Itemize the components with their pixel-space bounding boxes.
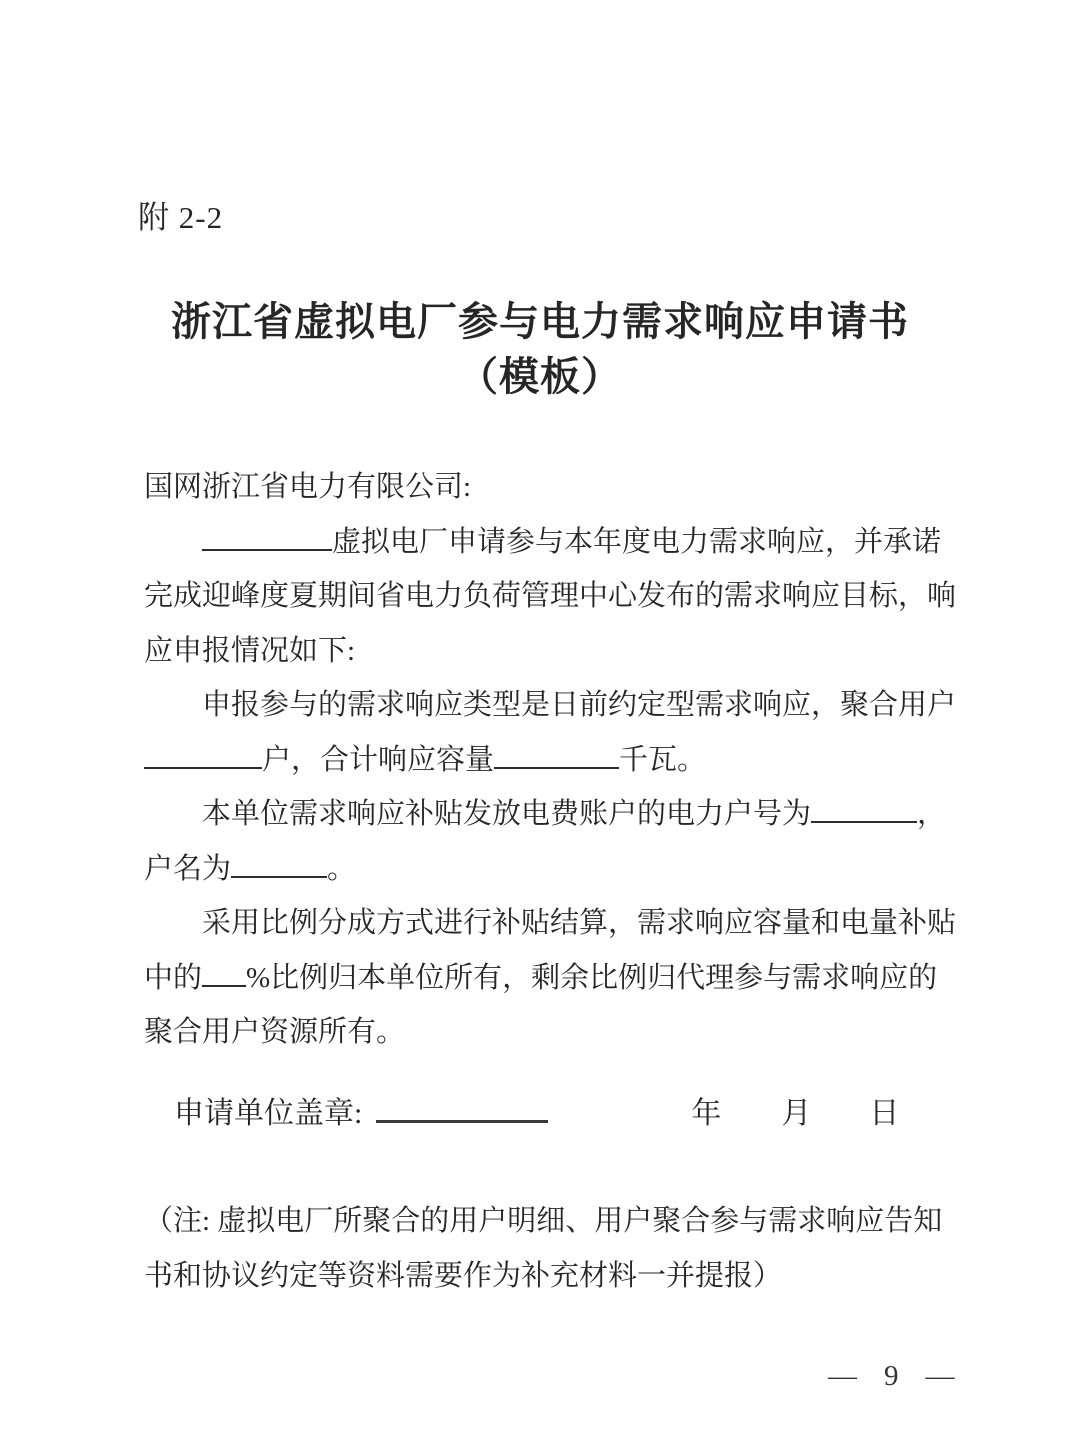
para4-line2-text-b: %比例归本单位所有，剩余比例归代理参与需求响应的 xyxy=(246,961,938,994)
para4-line2-text-a: 中的 xyxy=(144,961,203,994)
para4-line2 xyxy=(144,951,962,1006)
document-title xyxy=(0,294,1080,404)
page-number-dash-right: — xyxy=(925,1360,955,1392)
blank-vpp-name xyxy=(202,522,332,551)
para2-line2-text-b: 千瓦。 xyxy=(619,743,707,776)
document-title-line2: （模板） xyxy=(458,354,622,399)
para2-line1: 申报参与的需求响应类型是日前约定型需求响应，聚合用户 xyxy=(202,689,957,721)
note-line2: 书和协议约定等资料需要作为补充材料一并提报） xyxy=(144,1259,783,1292)
para4-line3: 聚合用户资源所有。 xyxy=(144,1016,406,1048)
para3-line1 xyxy=(144,787,962,842)
para3-line1-text-a: 本单位需求响应补贴发放电费账户的电力户号为 xyxy=(202,798,812,830)
note-line1: （注: 虚拟电厂所聚合的用户明细、用户聚合参与需求响应告知 xyxy=(144,1205,943,1237)
para1-line2: 完成迎峰度夏期间省电力负荷管理中心发布的需求响应目标，响 xyxy=(144,580,957,612)
attachment-label: 附 2-2 xyxy=(138,200,224,235)
blank-response-capacity xyxy=(494,740,619,769)
signature-month-label: 月 xyxy=(781,1097,812,1130)
signature-day-label: 日 xyxy=(869,1097,900,1130)
page-number xyxy=(828,1360,955,1393)
para1-line3: 应申报情况如下: xyxy=(144,634,356,667)
para3-line2 xyxy=(144,842,962,897)
para1-line1 xyxy=(144,515,962,570)
document-body xyxy=(144,460,962,1060)
page-number-value: 9 xyxy=(884,1360,899,1392)
blank-account-name xyxy=(231,849,327,878)
page-number-dash-left: — xyxy=(828,1360,857,1392)
para2-line2-text-a: 户，合计响应容量 xyxy=(262,743,495,776)
signature-year-label: 年 xyxy=(691,1097,722,1130)
blank-user-count xyxy=(144,740,262,769)
note-block xyxy=(144,1194,984,1303)
para2-line2 xyxy=(144,733,962,788)
blank-signature-seal xyxy=(376,1093,548,1123)
para3-line2-text-a: 户名为 xyxy=(144,852,232,885)
salutation-line: 国网浙江省电力有限公司: xyxy=(144,471,472,503)
signature-label: 申请单位盖章: xyxy=(174,1097,363,1130)
para1-line1-text: 虚拟电厂申请参与本年度电力需求响应，并承诺 xyxy=(332,525,942,558)
para3-line2-text-b: 。 xyxy=(327,852,357,885)
signature-line xyxy=(144,1088,974,1132)
para3-line1-text-b: ， xyxy=(917,798,947,830)
blank-account-number xyxy=(811,794,917,823)
document-title-line1: 浙江省虚拟电厂参与电力需求响应申请书 xyxy=(171,299,909,344)
para4-line1: 采用比例分成方式进行补贴结算，需求响应容量和电量补贴 xyxy=(202,907,957,939)
blank-percent-share xyxy=(202,958,246,987)
